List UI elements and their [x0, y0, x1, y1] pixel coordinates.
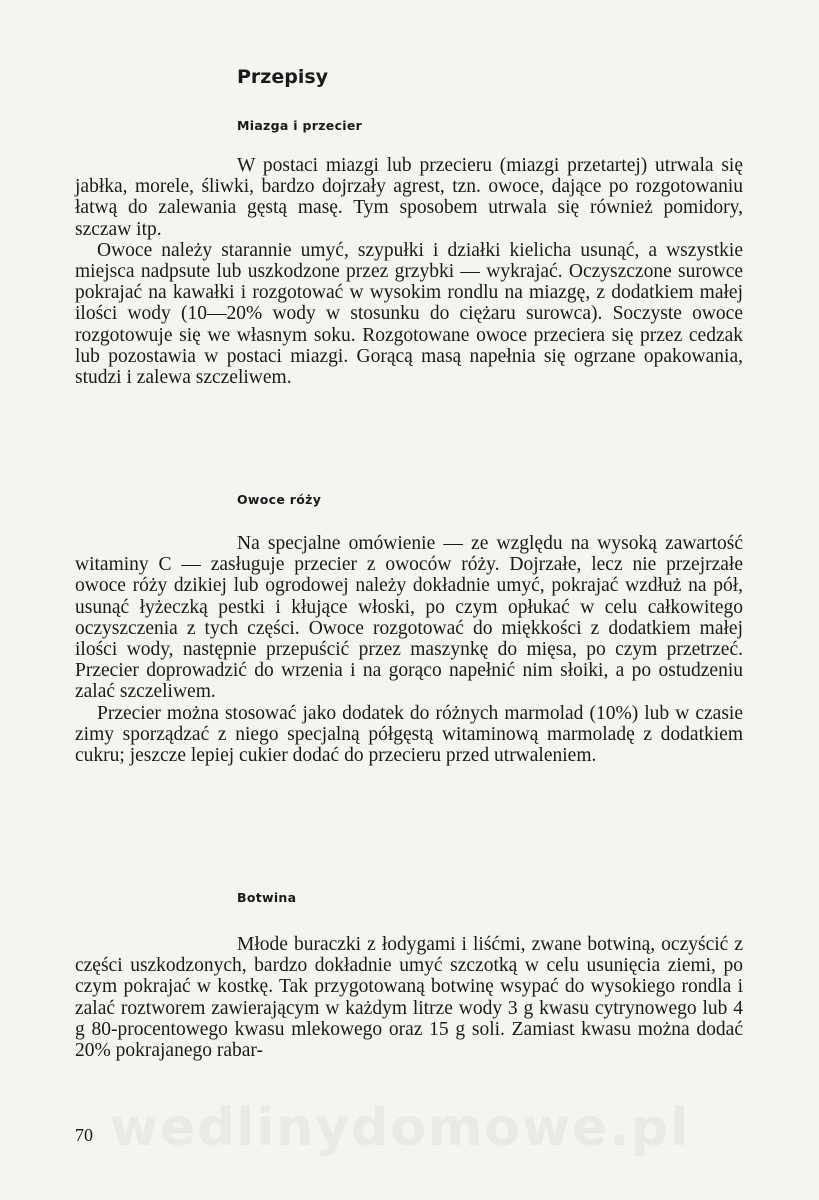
page-number: 70: [75, 1125, 93, 1145]
chapter-title: Przepisy: [237, 66, 329, 88]
section-heading-owoce-rozy: Owoce róży: [237, 492, 322, 507]
paragraph: Owoce należy starannie umyć, szypułki i działki kielicha usunąć, a wszystkie miejsca nadpsute lub uszkodzone przez grzybki — wykrajać. Oczyszczone surowce pokrajać na kawałki i rozgotować w wysokim rondlu na miazgę, z dodatkiem małej ilości wody (10—20% wody w stosunku do ciężaru surowca). Soczyste owoce rozgotowuje się we własnym soku. Rozgotowane owoce przeciera się przez cedzak lub pozostawia w postaci miazgi. Gorącą masą napełnia się ogrzane opakowania, studzi i zalewa szczeliwem.: [75, 239, 743, 389]
section-heading-miazga: Miazga i przecier: [237, 118, 363, 133]
paragraph: Na specjalne omówienie — ze względu na wysoką zawartość witaminy C — zasługuje przecier z owoców róży. Dojrzałe, lecz nie przejrzałe owoce róży dzikiej lub ogrodowej należy dokładnie umyć, pokrajać wzdłuż na pół, usunąć łyżeczką pestki i kłujące włoski, po czym opłukać w celu całkowitego oczyszczenia z tych części. Owoce rozgotować do miękkości z dodatkiem małej ilości wody, następnie przepuścić przez maszynkę do mięsa, po czym przetrzeć. Przecier doprowadzić do wrzenia i na gorąco napełnić nim słoiki, a po ostudzeniu zalać szczeliwem.: [75, 533, 743, 703]
paragraph: Młode buraczki z łodygami i liśćmi, zwane botwiną, oczyścić z części uszkodzonych, bardzo dokładnie umyć szczotką w celu usunięcia ziemi, po czym pokrajać w kostkę. Tak przygotowaną botwinę wsypać do wysokiego rondla i zalać roztworem zawierającym w każdym litrze wody 3 g kwasu cytrynowego lub 4 g 80-procentowego kwasu mlekowego oraz 15 g soli. Zamiast kwasu można dodać 20% pokrajanego rabar-: [75, 934, 743, 1062]
paragraph: W postaci miazgi lub przecieru (miazgi przetartej) utrwala się jabłka, morele, śliwki, bardzo dojrzały agrest, tzn. owoce, dające po rozgotowaniu łatwą do zalewania gęstą masę. Tym sposobem utrwala się również pomidory, szczaw itp.: [75, 155, 743, 240]
section-body-owoce-rozy: [75, 533, 743, 766]
section-heading-botwina: Botwina: [237, 890, 297, 905]
section-body-miazga: [75, 155, 743, 388]
paragraph: Przecier można stosować jako dodatek do różnych marmolad (10%) lub w czasie zimy sporządzać z niego specjalną półgęstą witaminową marmoladę z dodatkiem cukru; jeszcze lepiej cukier dodać do przecieru przed utrwaleniem.: [75, 702, 743, 767]
section-body-botwina: [75, 934, 743, 1061]
watermark: wedlinydomowe.pl: [110, 1098, 691, 1158]
